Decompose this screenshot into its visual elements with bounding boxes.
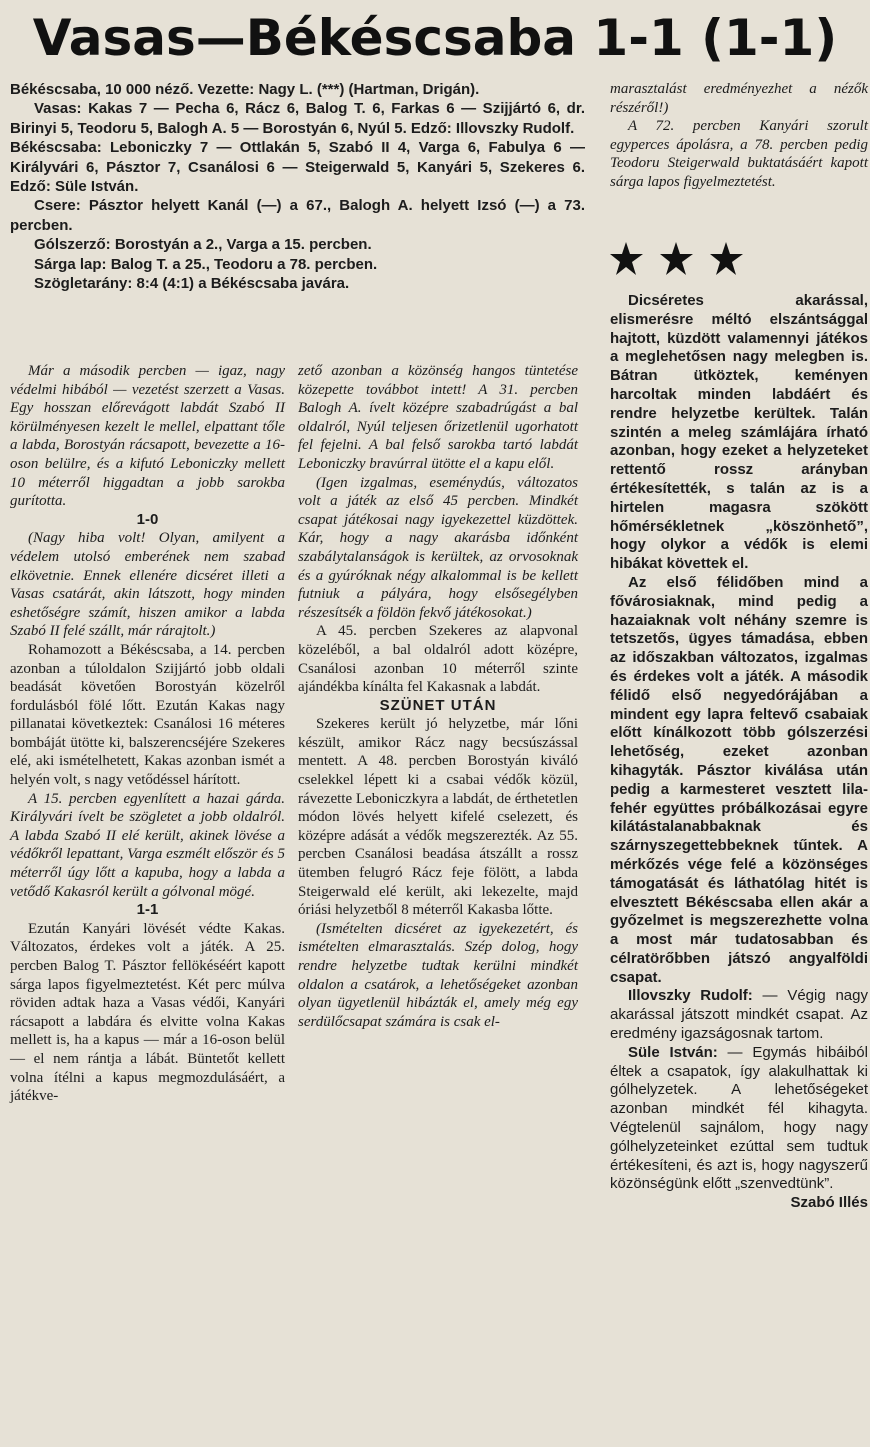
- article-column-3-bottom: [610, 292, 868, 1213]
- star-icon: [610, 242, 643, 275]
- paragraph: Ezután Kanyári lövését védte Kakas. Változatos, érdekes volt a játék. A 25. percben Balog T. Pásztor fellökéséért kapott sárga lapos figyelmeztetést. Két perc múlva röviden adtak haza a Vasas védői, Kanyári rácsapott a labdára és elvitte volna Kakas mellett is, ha a kapus — már a 16-oson belül — el nem rántja a lábát. Büntetőt kellett volna ítélni a kapus megmozdulásáért, a játékve-: [10, 920, 285, 1105]
- substitutions: Csere: Pásztor helyett Kanál (—) a 67., Balogh A. helyett Izsó (—) a 73. percben.: [10, 197, 585, 234]
- match-data-block: [10, 80, 585, 293]
- paragraph: (Ismételten dicséret az igyekezetért, és ismételten elmarasztalás. Szép dolog, hogy rendre helyzetbe tudtak kerülni mindkét oldalon a csatárok, a lehetőségeket azonban olyan ügyetlenül hibázták el, amely még egy serdülőcsapat számára is csak el-: [298, 920, 578, 1030]
- vasas-lineup: Vasas: Kakas 7 — Pecha 6, Rácz 6, Balog T. 6, Farkas 6 — Szijjártó 6, dr. Birinyi 5, Teodoru 5, Balogh A. 5 — Borostyán 6, Nyúl 5. Edző: Illovszky Rudolf.: [10, 100, 585, 137]
- paragraph: (Nagy hiba volt! Olyan, amilyent a védelem utolsó emberének nem szabad elkövetnie. Ennek ellenére dicséret illeti a Vasas csatárát, akin látszott, hogy minden eshetőségre számít, hiszen amikor a labda Szabó II felé szállt, már rárajtolt.): [10, 530, 285, 640]
- match-venue-line: Békéscsaba, 10 000 néző. Vezette: Nagy L. (***) (Hartman, Drigán).: [10, 81, 480, 98]
- quote-text: — Végig nagy akarással játszott mindkét csapat. Az eredmény igazságosnak tartom.: [610, 987, 868, 1043]
- article-column-1: [10, 362, 285, 1106]
- headline: Vasas—Békéscsaba 1-1 (1-1): [32, 9, 838, 67]
- subheading: SZÜNET UTÁN: [379, 696, 497, 714]
- coach-name: Illovszky Rudolf:: [628, 987, 753, 1005]
- yellow-cards: Sárga lap: Balog T. a 25., Teodoru a 78. percben.: [34, 255, 378, 273]
- score-line: 1-1: [136, 901, 159, 919]
- coach-quote: [610, 1044, 868, 1194]
- paragraph: A 72. percben Kanyári szorult egyperces ápolásra, a 78. percben pedig Teodoru Steigerwald buktatásáért kapott sárga lapos figyelmeztetést.: [610, 118, 868, 190]
- paragraph: Már a második percben — igaz, nagy védelmi hibából — vezetést szerzett a Vasas. Egy hosszan előrevágott labdát Szabó II körülményesen kezelt le mellel, elpattant tőle a labda, Borostyán rácsapott, bevezette a 16-oson belülre, és a kifutó Leboniczky mellett 10 méterről higgadtan a jobb sarokba gurította.: [10, 363, 285, 510]
- paragraph: (Igen izgalmas, eseménydús, változatos volt a játék az első 45 percben. Mindkét csapat játékosai nagy igyekezettel küzdöttek. Kár, hogy a nagy akarásba időnként szabálytalanságok is kerültek, az orvosoknak és a gyúróknak négy alkalommal is be kellett futniuk a pályára, hogy elsősegélyben részesítsék a földön fekvő játékosokat.): [298, 474, 578, 621]
- author-signature: Szabó Illés: [790, 1194, 868, 1212]
- paragraph: marasztalást eredményezhet a nézők részéről!): [610, 81, 868, 116]
- star-icon: [710, 242, 743, 275]
- quote-text: — Egymás hibáiból éltek a csapatok, így alakulhattak ki gólhelyzetek. A lehetőségeket azonban mindkét fél kihagyta. Végtelenül sajnálom, hogy nagy gólhelyzeteinket ezúttal sem tudtuk értékesíteni, és azt is, hogy nagyszerű közönségünk előtt „szenvedtünk”.: [610, 1043, 868, 1193]
- corner-ratio: Szögletarány: 8:4 (4:1) a Békéscsaba javára.: [34, 275, 350, 293]
- article-column-2: [298, 362, 578, 1031]
- coach-quote: [610, 987, 868, 1043]
- paragraph: zető azonban a közönség hangos tüntetése közepette továbbot intett! A 31. percben Balogh A. ívelt középre szabadrúgást a bal oldalról, Nyúl teljesen őrizetlenül ugorhatott fel fejelni. A bal felső sarokba tartó labdát Leboniczky bravúrral ütötte el a kapu elől.: [298, 363, 578, 472]
- article-column-3-top: [610, 80, 868, 192]
- paragraph: Rohamozott a Békéscsaba, a 14. percben azonban a túloldalon Szijjártó jobb oldali beadását követően Borostyán közelről fordulásból fölé lőtt. Ezután Kakas nagy pillanatai következtek: Csanálosi 16 méteres bombáját ütötte ki, balszerencséjére Szekeres elé, aki ismételhetett, Kakas azonban ismét a helyén volt, s nagy vetődéssel hárított.: [10, 641, 285, 789]
- coach-name: Süle István:: [628, 1043, 718, 1061]
- paragraph: A 45. percben Szekeres az alapvonal közeléből, a bal oldalról adott középre, Csanálosi azonban 10 méterről szinte ajándékba kínálta fel Kakasnak a labdát.: [298, 623, 578, 696]
- paragraph: A 15. percben egyenlített a hazai gárda. Királyvári ívelt be szögletet a jobb oldalról. A labda Szabó II elé került, akinek lövése a védőkről lepattant, Varga eszmélt először és 5 méterről úgy lőtt a kapuba, hogy a labda a vetődő Kakasról került a gólvonal mögé.: [10, 790, 285, 900]
- paragraph: Szekeres került jó helyzetbe, már lőni készült, amikor Rácz nagy becsúszással mentett. A 48. percben Borostyán kiváló cselekkel lépett ki a csabai védők közül, rávezette Leboniczkyra a labdát, de érthetetlen módon lövés helyett kifelé cselezett, és középre adását a védők megszerezték. Az 55. percben Csanálosi beadása átszállt a rossz ütemben felugró Rácz feje fölött, a labda Steigerwald elé került, aki lekezelte, majd óriási helyzetből 8 méterről Kakasba lőtte.: [298, 716, 578, 919]
- score-line: 1-0: [136, 510, 159, 528]
- bekescsaba-lineup: Békéscsaba: Leboniczky 7 — Ottlakán 5, Szabó II 4, Varga 6, Fabulya 6 — Királyvári 6, Pásztor 7, Csanálosi 6 — Steigerwald 5, Kanyári 5, Szekeres 6. Edző: Süle István.: [10, 139, 585, 196]
- paragraph: Az első félidőben mind a fővárosiaknak, mind pedig a hazaiaknak volt néhány szemre is tetszetős, ügyes támadása, ebben az időszakban változatos, izgalmas és érdekes volt a játék. A második félidő első negyedórájában a mindent egy lapra feltevő csabaiak előtt kínálkozott több gólszerzési lehetőség, ezeket azonban kihagyták. Pásztor kiválása után pedig a karmesteret vesztett lila-fehér együttes próbálkozásai egyre kilátástalanabbaknak és szárnyszegettebbeknek tűntek. A mérkőzés vége felé a közönséges támogatását és láthatólag hitét is elvesztett Békéscsaba ellen akár a győzelmet is megszerezhette volna a most már tudatosabban és célratörőbben játszó angyalföldi csapat.: [610, 573, 868, 986]
- paragraph: Dicséretes akarással, elismerésre méltó elszántsággal hajtott, küzdött valamennyi játékos a meglehetősen nagy melegben is. Bátran ütköztek, keményen harcoltak minden labdáért és rendre helyzetbe kerültek. Talán szintén a meleg számlájára írható azonban, hogy ezeket a helyzeteket rettentő rossz arányban értékesítették, s talán az is a hirtelen magasra szökött hőmérsékletnek „köszönhető”, hogy olykor a védők is elemi hibákat követtek el.: [610, 292, 868, 573]
- goalscorers: Gólszerző: Borostyán a 2., Varga a 15. percben.: [34, 236, 372, 254]
- stars-separator: [610, 240, 750, 280]
- star-icon: [660, 242, 693, 275]
